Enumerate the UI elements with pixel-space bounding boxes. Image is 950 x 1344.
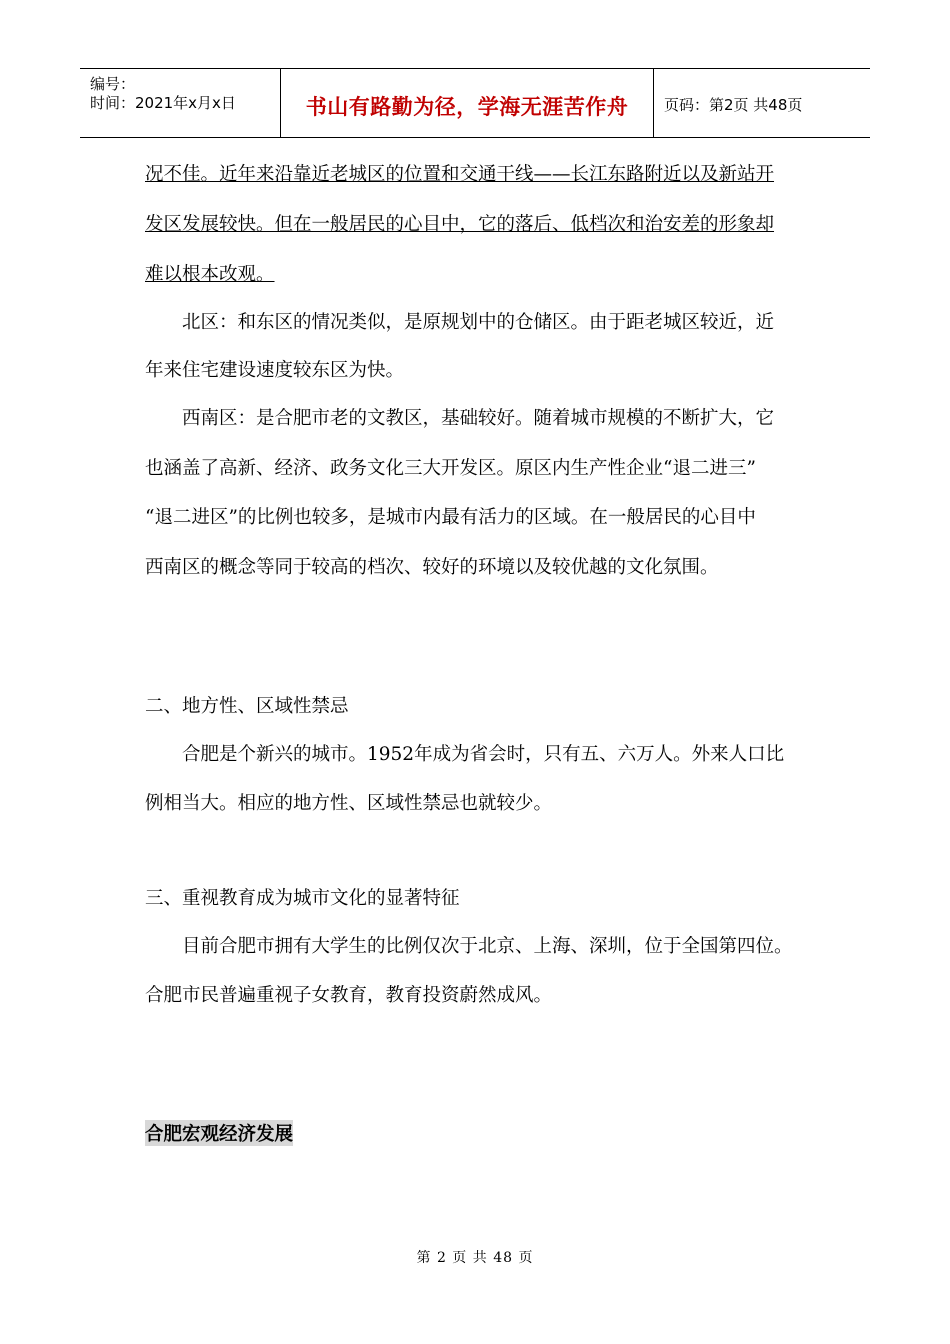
section-heading-3: 三、重视教育成为城市文化的显著特征 xyxy=(145,888,460,909)
header-right-cell xyxy=(654,69,870,137)
body-line-1: 况不佳。近年来沿靠近老城区的位置和交通干线——长江东路附近以及新站开 xyxy=(145,164,775,185)
body-line-5: 年来住宅建设速度较东区为快。 xyxy=(145,360,405,381)
header-middle-cell xyxy=(281,69,654,137)
body-line-9: 西南区的概念等同于较高的档次、较好的环境以及较优越的文化氛围。 xyxy=(145,557,719,578)
section-title-economy: 合肥宏观经济发展 xyxy=(145,1120,293,1146)
header-motto: 书山有路勤为径，学海无涯苦作舟 xyxy=(305,95,629,119)
body-line-10: 合肥是个新兴的城市。1952年成为省会时，只有五、六万人。外来人口比 xyxy=(145,744,785,765)
body-line-6: 西南区：是合肥市老的文教区，基础较好。随着城市规模的不断扩大，它 xyxy=(145,408,775,429)
header-page-info: 页码：第2页 共48页 xyxy=(664,96,803,114)
section-heading-2: 二、地方性、区域性禁忌 xyxy=(145,696,349,717)
body-line-3: 难以根本改观。 xyxy=(145,264,275,285)
page-footer-number: 第 2 页 共 48 页 xyxy=(416,1250,534,1266)
page-header xyxy=(80,68,870,138)
body-line-13: 合肥市民普遍重视子女教育，教育投资蔚然成风。 xyxy=(145,985,553,1006)
document-code-label: 编号： xyxy=(90,75,136,93)
body-line-7: 也涵盖了高新、经济、政务文化三大开发区。原区内生产性企业“退二进三” xyxy=(145,458,756,479)
body-line-11: 例相当大。相应的地方性、区域性禁忌也就较少。 xyxy=(145,793,553,814)
header-left-cell xyxy=(80,69,281,137)
document-date-label: 时间：2021年x月x日 xyxy=(90,94,236,112)
body-line-2: 发区发展较快。但在一般居民的心目中，它的落后、低档次和治安差的形象却 xyxy=(145,214,775,235)
body-line-12: 目前合肥市拥有大学生的比例仅次于北京、上海、深圳，位于全国第四位。 xyxy=(145,936,793,957)
body-line-8: “退二进区”的比例也较多，是城市内最有活力的区域。在一般居民的心目中 xyxy=(145,507,756,528)
body-line-4: 北区：和东区的情况类似，是原规划中的仓储区。由于距老城区较近，近 xyxy=(145,312,775,333)
